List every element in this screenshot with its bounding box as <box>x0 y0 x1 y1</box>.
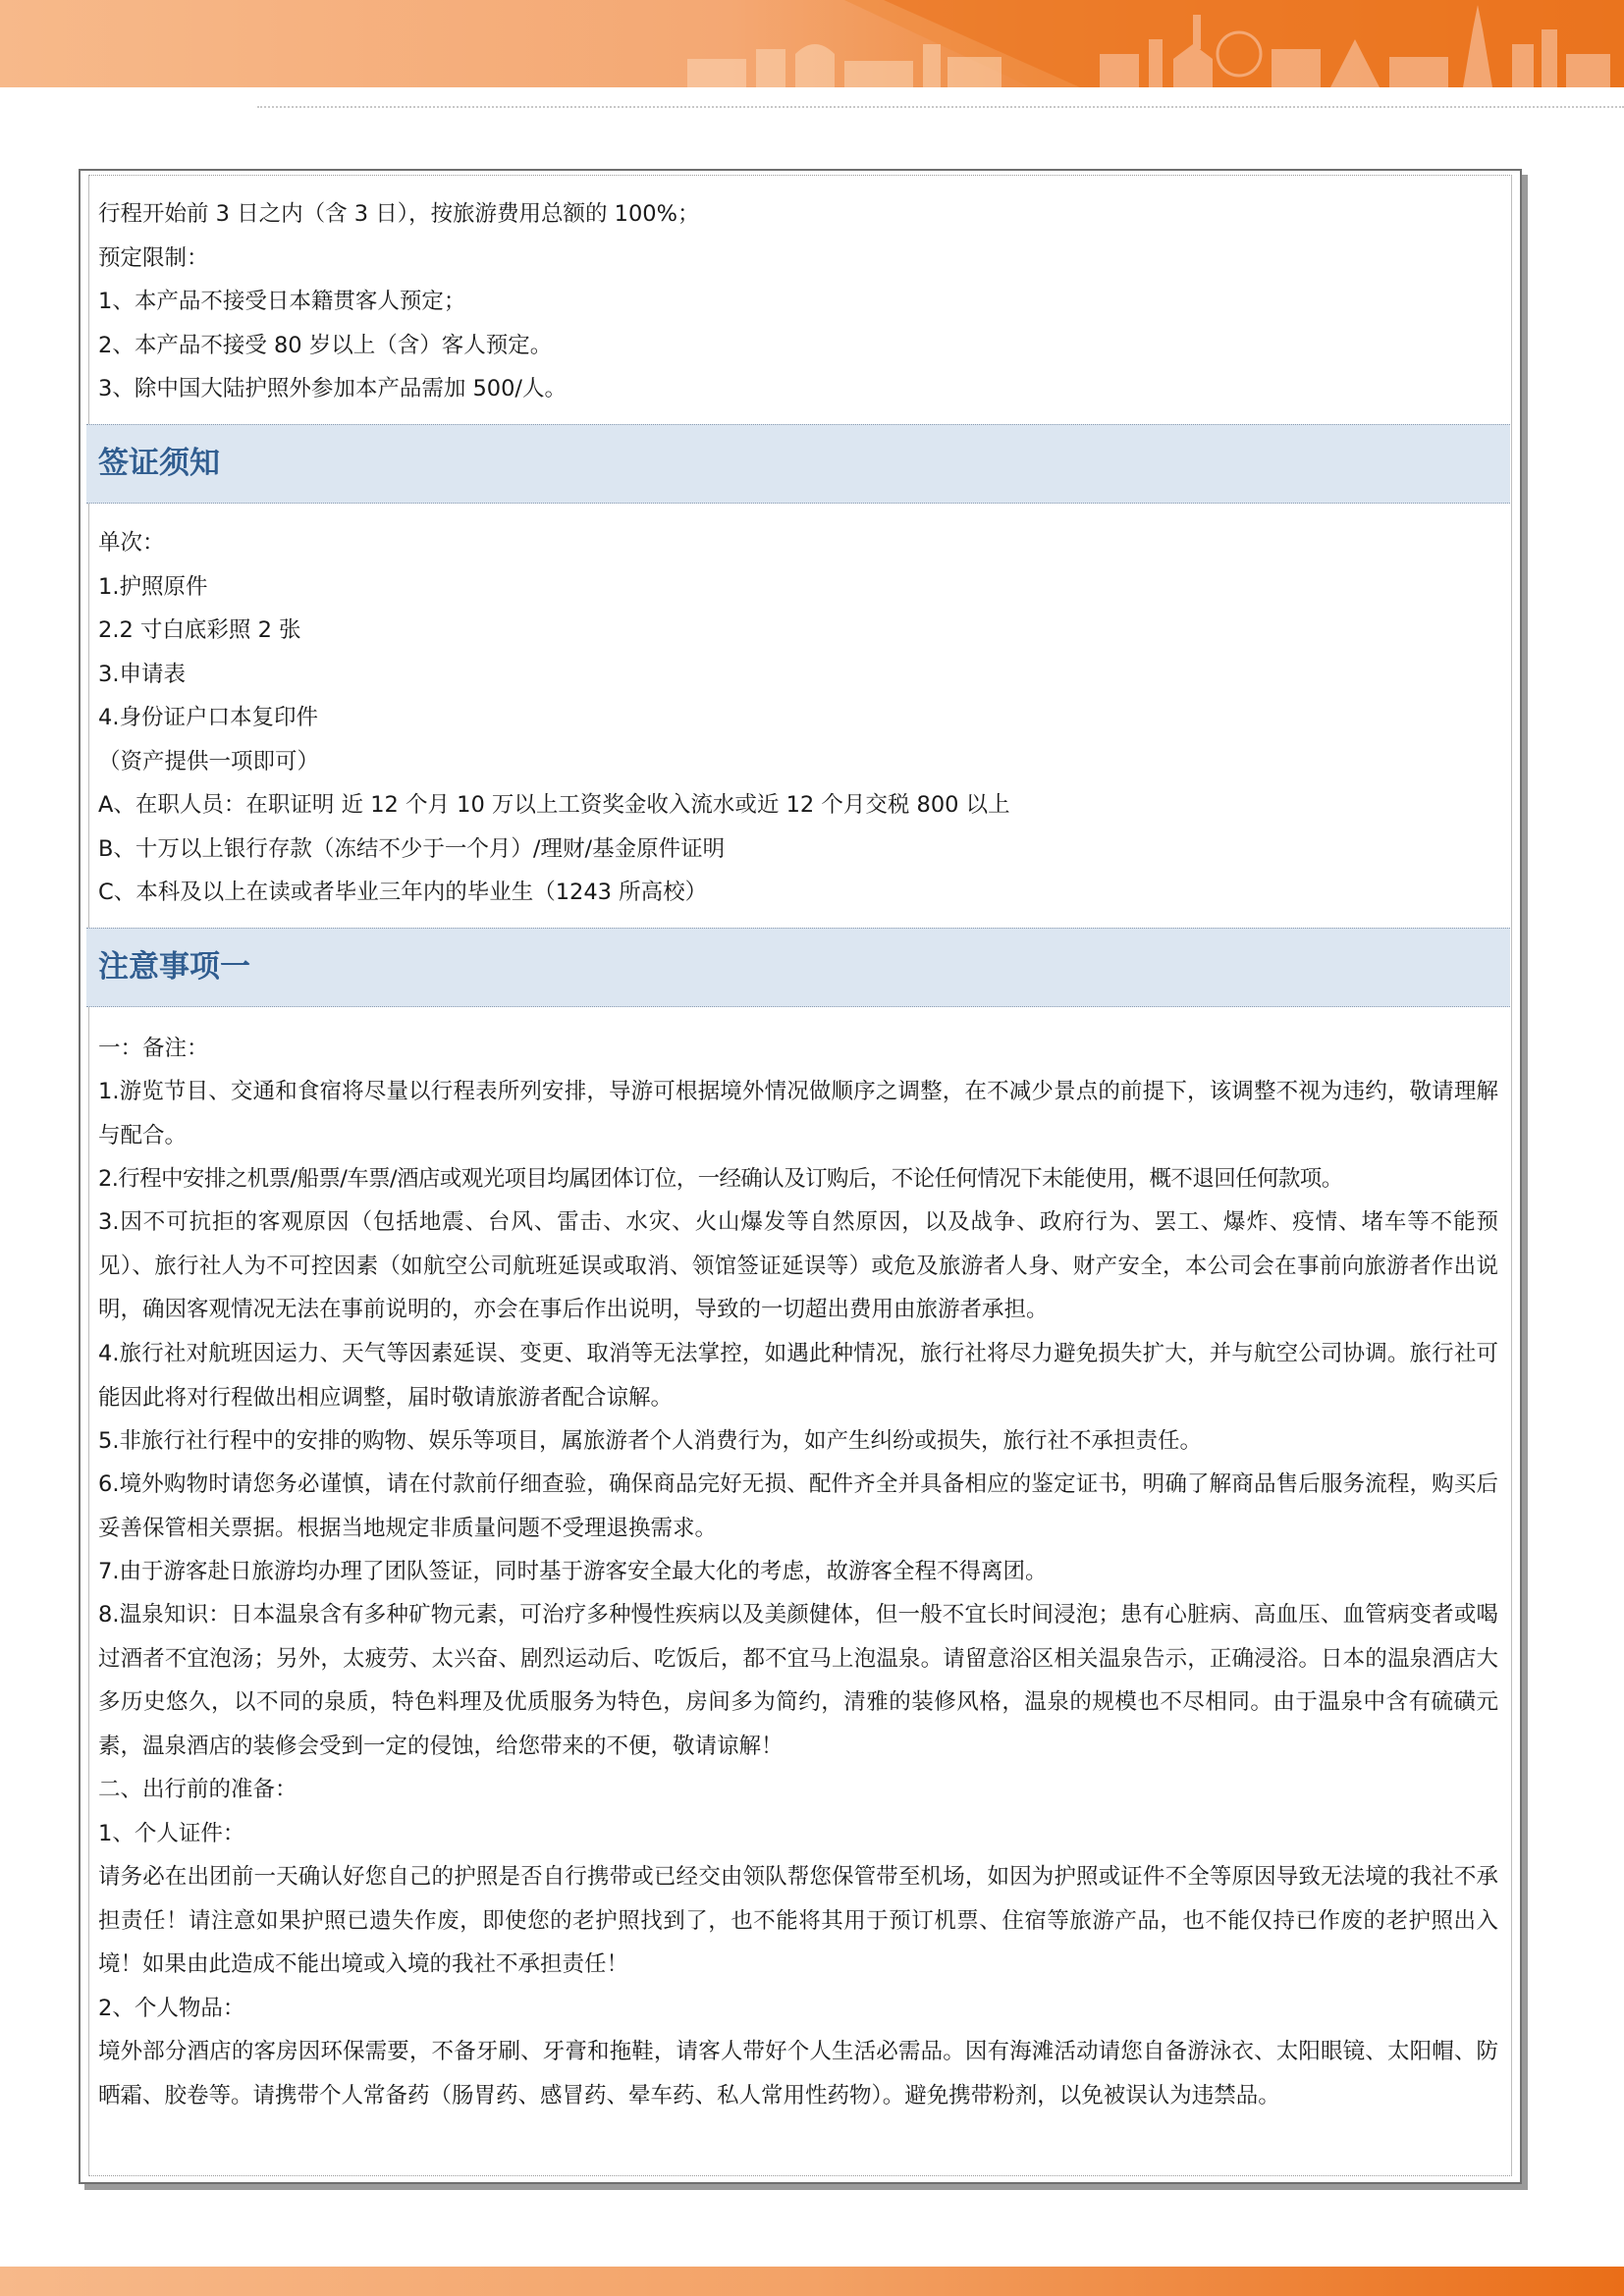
section-title: 签证须知 <box>98 446 220 481</box>
intro-line: 行程开始前 3 日之内（含 3 日），按旅游费用总额的 100%； <box>98 201 700 227</box>
visa-line: B、十万以上银行存款（冻结不少于一个月）/理财/基金原件证明 <box>98 836 726 862</box>
visa-line: 1.护照原件 <box>98 574 208 600</box>
visa-line: 4.身份证户口本复印件 <box>98 705 318 730</box>
visa-line: （资产提供一项即可） <box>98 749 320 774</box>
section-title: 注意事项一 <box>98 949 250 985</box>
items-heading: 2、个人物品： <box>98 1996 245 2021</box>
docs-text: 请务必在出团前一天确认好您自己的护照是否自行携带或已经交由领队帮您保管带至机场，如因为护照或证件不全等原因导致无法境的我社不承担责任！请注意如果护照已遗失作废，即使您的老护照找到了，也不能将其用于预订机票、住宿等旅游产品，也不能仅持已作废的老护照出入境！如果由此造成不能出境或入境的我社不承担责任！ <box>98 1864 1498 1977</box>
notice-item: 8.温泉知识：日本温泉含有多种矿物元素，可治疗多种慢性疾病以及美颜健体，但一般不宜长时间浸泡；患有心脏病、高血压、血管病变者或喝过酒者不宜泡汤；另外，太疲劳、太兴奋、剧烈运动后、吃饭后，都不宜马上泡温泉。请留意浴区相关温泉告示，正确浸浴。日本的温泉酒店大多历史悠久，以不同的泉质，特色料理及优质服务为特色，房间多为简约，清雅的装修风格，温泉的规模也不尽相同。由于温泉中含有硫磺元素，温泉酒店的装修会受到一定的侵蚀，给您带来的不便，敬请谅解！ <box>98 1602 1498 1759</box>
footer-banner <box>0 2267 1624 2296</box>
section-header-visa <box>86 424 1510 504</box>
notice-item: 5.非旅行社行程中的安排的购物、娱乐等项目，属旅游者个人消费行为，如产生纠纷或损失，旅行社不承担责任。 <box>98 1428 1202 1454</box>
items-text: 境外部分酒店的客房因环保需要，不备牙刷、牙膏和拖鞋，请客人带好个人生活必需品。因有海滩活动请您自备游泳衣、太阳眼镜、太阳帽、防晒霜、胶卷等。请携带个人常备药（肠胃药、感冒药、晕车药、私人常用性药物）。避免携带粉剂，以免被误认为违禁品。 <box>98 2039 1498 2109</box>
city-skyline-decoration <box>0 0 1624 87</box>
notice-item: 1.游览节目、交通和食宿将尽量以行程表所列安排，导游可根据境外情况做顺序之调整，在不减少景点的前提下，该调整不视为违约，敬请理解与配合。 <box>98 1079 1498 1148</box>
visa-line: 3.申请表 <box>98 662 186 687</box>
visa-line: 2.2 寸白底彩照 2 张 <box>98 617 301 643</box>
section-header-notice <box>86 928 1510 1007</box>
remark-heading: 一：备注： <box>98 1036 209 1061</box>
notice-item: 4.旅行社对航班因运力、天气等因素延误、变更、取消等无法掌控，如遇此种情况，旅行社将尽力避免损失扩大，并与航空公司协调。旅行社可能因此将对行程做出相应调整，届时敬请旅游者配合谅解。 <box>98 1341 1498 1411</box>
prep-heading: 二、出行前的准备： <box>98 1777 298 1802</box>
visa-line: A、在职人员：在职证明 近 12 个月 10 万以上工资奖金收入流水或近 12 个月交税 800 以上 <box>98 792 1010 818</box>
intro-line: 2、本产品不接受 80 岁以上（含）客人预定。 <box>98 333 553 358</box>
notice-item: 2.行程中安排之机票/船票/车票/酒店或观光项目均属团体订位，一经确认及订购后，不论任何情况下未能使用，概不退回任何款项。 <box>98 1166 1343 1192</box>
header-divider <box>257 106 1624 108</box>
intro-line: 1、本产品不接受日本籍贯客人预定； <box>98 289 466 314</box>
notice-item: 3.因不可抗拒的客观原因（包括地震、台风、雷击、水灾、火山爆发等自然原因，以及战争、政府行为、罢工、爆炸、疫情、堵车等不能预见）、旅行社人为不可控因素（如航空公司航班延误或取消、领馆签证延误等）或危及旅游者人身、财产安全，本公司会在事前向旅游者作出说明，确因客观情况无法在事前说明的，亦会在事后作出说明，导致的一切超出费用由旅游者承担。 <box>98 1209 1498 1322</box>
intro-line: 预定限制： <box>98 245 209 271</box>
docs-heading: 1、个人证件： <box>98 1821 245 1846</box>
header-banner <box>0 0 1624 87</box>
intro-line: 3、除中国大陆护照外参加本产品需加 500/人。 <box>98 376 567 401</box>
notice-item: 7.由于游客赴日旅游均办理了团队签证，同时基于游客安全最大化的考虑，故游客全程不得离团。 <box>98 1559 1048 1584</box>
visa-line: 单次： <box>98 530 165 556</box>
notice-item: 6.境外购物时请您务必谨慎，请在付款前仔细查验，确保商品完好无损、配件齐全并具备相应的鉴定证书，明确了解商品售后服务流程，购买后妥善保管相关票据。根据当地规定非质量问题不受理退换需求。 <box>98 1471 1498 1541</box>
visa-line: C、本科及以上在读或者毕业三年内的毕业生（1243 所高校） <box>98 880 708 905</box>
